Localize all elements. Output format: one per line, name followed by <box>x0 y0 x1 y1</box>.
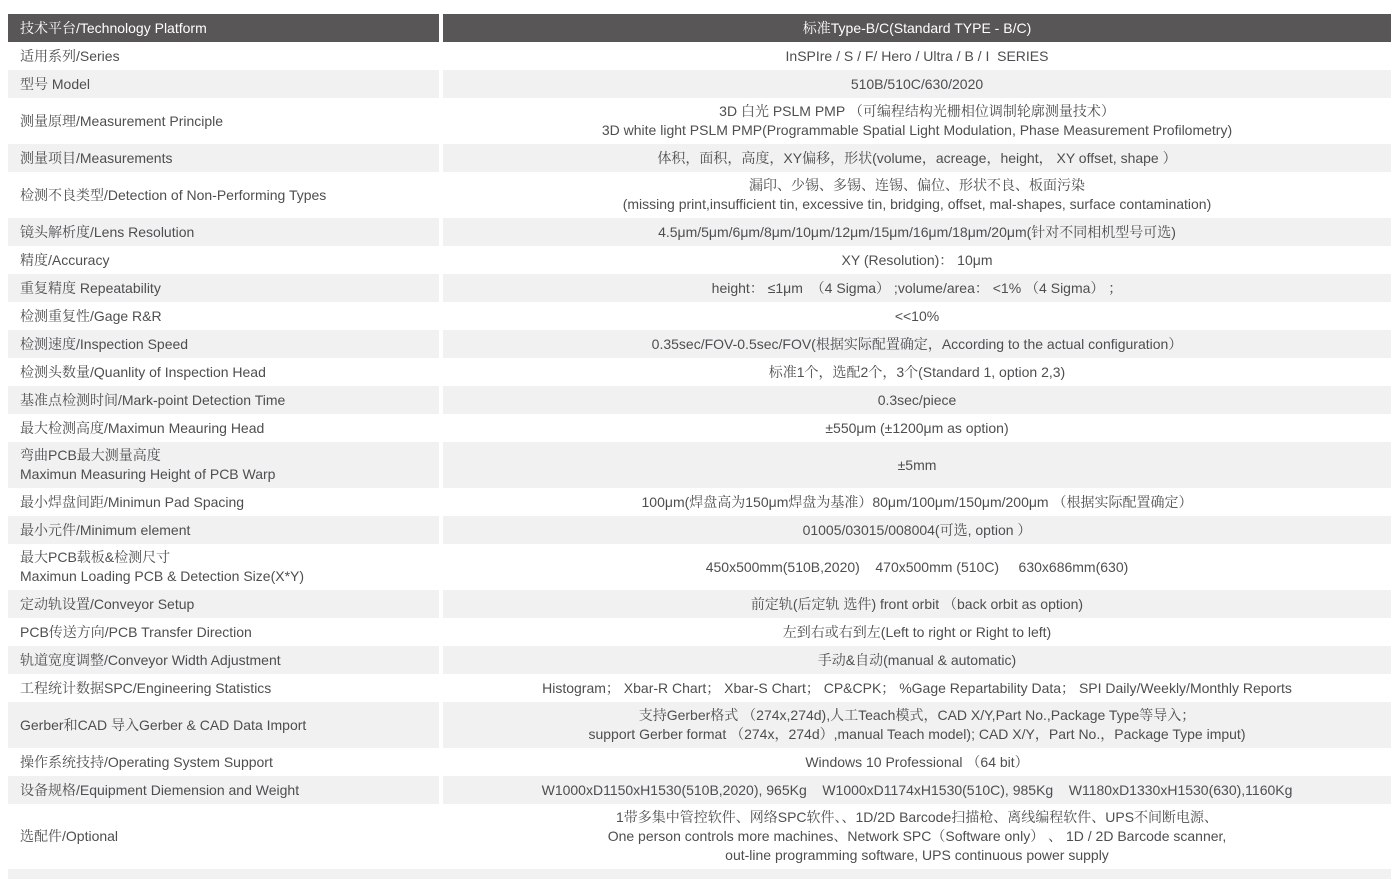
row-value <box>443 218 1391 246</box>
row-label-line: PCB传送方向/PCB Transfer Direction <box>20 623 252 640</box>
table-row <box>8 42 1391 70</box>
table-row <box>8 646 1391 674</box>
table-row <box>8 302 1391 330</box>
row-label-line: 选配件/Optional <box>20 828 119 844</box>
row-value-line: 标准1个，选配2个，3个(Standard 1, option 2,3) <box>768 363 1066 380</box>
row-label <box>8 70 439 98</box>
row-value-line: XY (Resolution)： 10μm <box>841 251 993 268</box>
table-row <box>8 172 1391 218</box>
header-left-label: 技术平台/Technology Platform <box>20 19 207 36</box>
row-label-line: 操作系统技持/Operating System Support <box>20 753 273 770</box>
row-value <box>443 488 1391 516</box>
row-value-line: 漏印、少锡、多锡、连锡、偏位、形状不良、板面污染 <box>749 177 1085 193</box>
row-label-line: Gerber和CAD 导入Gerber & CAD Data Import <box>20 716 307 733</box>
row-label <box>8 42 439 70</box>
row-value <box>443 516 1391 544</box>
table-row <box>8 386 1391 414</box>
table-row <box>8 274 1391 302</box>
row-value <box>443 776 1391 804</box>
row-label-line: 定动轨设置/Conveyor Setup <box>20 595 195 612</box>
row-value-line: 手动&自动(manual & automatic) <box>817 651 1017 668</box>
table-row <box>8 330 1391 358</box>
row-label-line: 设备规格/Equipment Diemension and Weight <box>20 781 300 798</box>
table-row <box>8 590 1391 618</box>
row-label-line: 测量项目/Measurements <box>20 149 173 166</box>
row-label <box>8 98 439 144</box>
header-left-cell <box>8 14 439 42</box>
row-value-line: 100μm(焊盘高为150μm焊盘为基准）80μm/100μm/150μm/200μm （根据实际配置确定） <box>641 493 1193 510</box>
row-value-line: InSPIre / S / F/ Hero / Ultra / B / I SERIES <box>785 47 1049 64</box>
row-label-line: 最大检测高度/Maximun Meauring Head <box>20 419 265 436</box>
row-value <box>443 442 1391 488</box>
row-label-line: Maximun Measuring Height of PCB Warp <box>20 466 276 482</box>
row-value <box>443 358 1391 386</box>
row-value <box>443 590 1391 618</box>
row-label-line: 轨道宽度调整/Conveyor Width Adjustment <box>20 651 281 668</box>
row-value-line: W1000xD1150xH1530(510B,2020), 965Kg W1000xD1174xH1530(510C), 985Kg W1180xD1330xH1530(630),1160Kg <box>541 781 1293 798</box>
row-value <box>443 702 1391 748</box>
row-value-line: <<10% <box>894 307 940 324</box>
table-footer-bar <box>8 869 1391 879</box>
row-value-line: 左到右或右到左(Left to right or Right to left) <box>782 623 1052 640</box>
row-label <box>8 218 439 246</box>
row-label <box>8 618 439 646</box>
table-row <box>8 702 1391 748</box>
row-value-line: height： ≤1μm （4 Sigma） ;volume/area： <1% （4 Sigma） ； <box>711 279 1123 296</box>
row-value-line: Windows 10 Professional （64 bit） <box>805 753 1029 770</box>
row-label-line: 最小焊盘间距/Minimun Pad Spacing <box>20 493 245 510</box>
table-row <box>8 70 1391 98</box>
row-label <box>8 330 439 358</box>
row-value-line: 体积，面积，高度，XY偏移，形状(volume，acreage，height， XY offset, shape ） <box>657 149 1177 166</box>
table-row <box>8 442 1391 488</box>
spec-table-body <box>8 42 1391 869</box>
row-value <box>443 646 1391 674</box>
row-label <box>8 702 439 748</box>
row-label-line: 检测头数量/Quanlity of Inspection Head <box>20 363 266 380</box>
row-label <box>8 172 439 218</box>
row-label <box>8 246 439 274</box>
spec-table <box>8 14 1391 869</box>
row-label <box>8 386 439 414</box>
row-label-line: 镜头解析度/Lens Resolution <box>20 223 195 240</box>
row-value <box>443 674 1391 702</box>
row-value-line: ±550μm (±1200μm as option) <box>825 419 1009 436</box>
row-value-line: 前定轨(后定轨 选件) front orbit （back orbit as option) <box>750 595 1084 612</box>
table-row <box>8 804 1391 869</box>
row-value <box>443 748 1391 776</box>
table-row <box>8 516 1391 544</box>
row-value <box>443 246 1391 274</box>
row-value <box>443 386 1391 414</box>
table-row <box>8 748 1391 776</box>
row-label-line: 检测重复性/Gage R&R <box>20 307 162 324</box>
row-label-line: 检测不良类型/Detection of Non-Performing Types <box>20 186 327 203</box>
row-label <box>8 590 439 618</box>
row-value <box>443 330 1391 358</box>
header-right-cell <box>443 14 1391 42</box>
row-label <box>8 674 439 702</box>
row-value-line: Histogram； Xbar-R Chart； Xbar-S Chart； CP&CPK； %Gage Repartability Data； SPI Daily/Weekly/Monthly Reports <box>542 679 1292 696</box>
row-label-line: 工程统计数据SPC/Engineering Statistics <box>20 679 272 696</box>
row-value <box>443 42 1391 70</box>
row-value-line: ±5mm <box>897 456 937 473</box>
row-value-line: 0.3sec/piece <box>877 391 957 408</box>
row-value-line: 支持Gerber格式 （274x,274d),人工Teach模式，CAD X/Y,Part No.,Package Type等导入； <box>638 707 1196 723</box>
row-label-line: 基准点检测时间/Mark-point Detection Time <box>20 391 286 408</box>
table-row <box>8 98 1391 144</box>
row-value <box>443 618 1391 646</box>
table-row <box>8 776 1391 804</box>
row-label <box>8 748 439 776</box>
row-value <box>443 544 1391 590</box>
row-label <box>8 804 439 869</box>
row-label <box>8 442 439 488</box>
row-label <box>8 488 439 516</box>
row-value <box>443 70 1391 98</box>
table-row <box>8 246 1391 274</box>
row-label-line: 最小元件/Minimum element <box>20 521 191 538</box>
row-value-line: 3D white light PSLM PMP(Programmable Spatial Light Modulation, Phase Measurement Profilometry) <box>601 122 1233 138</box>
row-label <box>8 544 439 590</box>
row-value-line: support Gerber format （274x，274d）,manual Teach model); CAD X/Y，Part No.，Package Type imput) <box>588 726 1246 742</box>
row-value-line: One person controls more machines、Network SPC（Software only） 、 1D / 2D Barcode scanner, <box>607 828 1227 844</box>
row-value-line: 01005/03015/008004(可选, option ） <box>802 521 1032 538</box>
row-value <box>443 98 1391 144</box>
table-row <box>8 544 1391 590</box>
table-row <box>8 358 1391 386</box>
row-label <box>8 776 439 804</box>
table-header-row <box>8 14 1391 42</box>
row-label-line: Maximun Loading PCB & Detection Size(X*Y) <box>20 568 305 584</box>
row-value-line: 0.35sec/FOV-0.5sec/FOV(根据实际配置确定，According to the actual configuration） <box>651 335 1183 352</box>
row-value <box>443 144 1391 172</box>
row-label <box>8 302 439 330</box>
row-label-line: 最大PCB载板&检测尺寸 <box>20 549 171 565</box>
row-value-line: 510B/510C/630/2020 <box>850 75 984 92</box>
row-label <box>8 144 439 172</box>
row-label-line: 重复精度 Repeatability <box>20 279 161 296</box>
row-value-line: 450x500mm(510B,2020) 470x500mm (510C) 630x686mm(630) <box>705 558 1129 575</box>
row-label-line: 弯曲PCB最大测量高度 <box>20 447 161 463</box>
row-label <box>8 646 439 674</box>
row-value <box>443 804 1391 869</box>
row-label <box>8 414 439 442</box>
row-label-line: 适用系列/Series <box>20 47 120 64</box>
table-row <box>8 488 1391 516</box>
row-value-line: (missing print,insufficient tin, excessive tin, bridging, offset, mal-shapes, surface contamination) <box>622 196 1212 212</box>
row-label <box>8 358 439 386</box>
header-right-label: 标准Type-B/C(Standard TYPE - B/C) <box>802 19 1032 36</box>
row-value-line: 1带多集中管控软件、网络SPC软件、、1D/2D Barcode扫描枪、离线编程软件、UPS不间断电源、 <box>615 809 1219 825</box>
row-value <box>443 274 1391 302</box>
table-row <box>8 674 1391 702</box>
row-value-line: out-line programming software, UPS continuous power supply <box>725 847 1109 863</box>
row-value-line: 4.5μm/5μm/6μm/8μm/10μm/12μm/15μm/16μm/18μm/20μm(针对不同相机型号可选) <box>658 223 1176 240</box>
table-row <box>8 618 1391 646</box>
table-row <box>8 218 1391 246</box>
row-value <box>443 414 1391 442</box>
row-value <box>443 172 1391 218</box>
row-label-line: 检测速度/Inspection Speed <box>20 335 189 352</box>
table-row <box>8 144 1391 172</box>
row-value <box>443 302 1391 330</box>
row-label-line: 测量原理/Measurement Principle <box>20 112 224 129</box>
row-label-line: 精度/Accuracy <box>20 251 110 268</box>
row-value-line: 3D 白光 PSLM PMP （可编程结构光栅相位调制轮廓测量技术） <box>719 103 1115 119</box>
row-label-line: 型号 Model <box>20 75 91 92</box>
row-label <box>8 274 439 302</box>
row-label <box>8 516 439 544</box>
table-row <box>8 414 1391 442</box>
